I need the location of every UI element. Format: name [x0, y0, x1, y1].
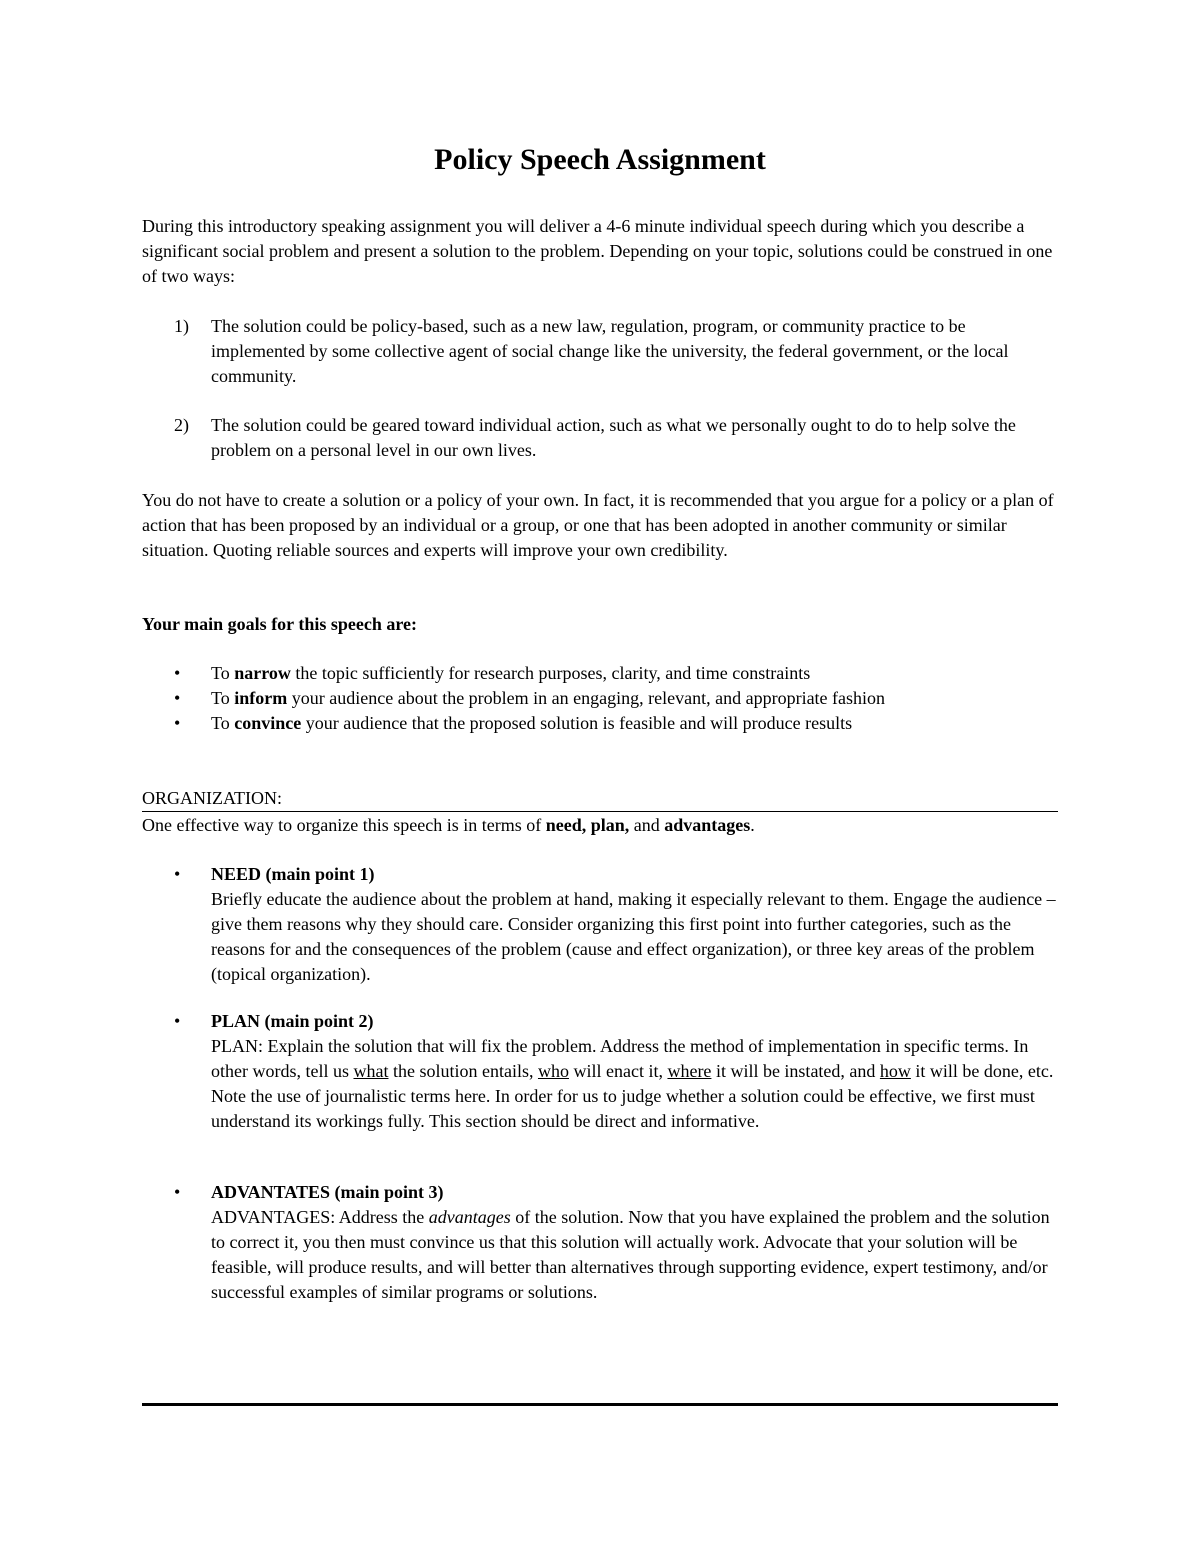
plan-underlined-term: what: [353, 1061, 389, 1081]
plan-text: PLAN: Explain the solution that will fix the problem. Address the method of implementation in specific terms. In other words, tell us: [211, 1036, 1029, 1081]
bullet-icon: •: [174, 1011, 181, 1031]
goal-text: To: [211, 688, 235, 708]
list-item: [142, 413, 1062, 463]
page-title: Policy Speech Assignment: [434, 143, 766, 176]
organization-keyword: advantages: [664, 815, 751, 835]
goal-text: your audience about the problem in an engaging, relevant, and appropriate fashion: [287, 688, 886, 708]
advantages-heading: ADVANTATES (main point 3): [211, 1182, 444, 1202]
need-section: [142, 862, 1062, 987]
goals-heading: Your main goals for this speech are:: [142, 614, 418, 634]
goal-keyword: narrow: [234, 663, 291, 683]
list-item: [142, 686, 1062, 711]
plan-underlined-term: how: [879, 1061, 911, 1081]
recommendation-paragraph: You do not have to create a solution or a policy of your own. In fact, it is recommended that you argue for a policy or a plan of action that has been proposed by an individual or a group, or one that has been adopted in another community or similar situation. Quoting reliable sources and experts will improve your own credibility.: [142, 490, 1054, 560]
goal-text: To: [211, 663, 235, 683]
goal-keyword: inform: [234, 688, 288, 708]
solution-ways-list-2: [142, 413, 1062, 463]
advantages-text: of the solution. Now that you have explained the problem and the solution to correct it, you then must convince us that this solution will actually work. Advocate that your solution will be feasible, will produce results, and will better than alternatives through supporting evidence, expert testimony, and/or successful examples of similar programs or solutions.: [211, 1207, 1050, 1302]
goal-text: the topic sufficiently for research purposes, clarity, and time constraints: [290, 663, 811, 683]
plan-text: it will be instated, and: [711, 1061, 880, 1081]
bullet-icon: •: [174, 663, 181, 683]
advantages-section: [142, 1180, 1062, 1305]
need-text: Briefly educate the audience about the problem at hand, making it especially relevant to them. Engage the audience – give them reasons why they should care. Consider organizing this first point into further categories, such as the reasons for and the consequences of the problem (cause and effect organization), or three key areas of the problem (topical organization).: [211, 889, 1056, 984]
organization-intro: [142, 813, 1062, 838]
section-divider: [142, 811, 1058, 812]
list-item-text: The solution could be geared toward individual action, such as what we personally ought to do to help solve the problem on a personal level in our own lives.: [211, 415, 1016, 460]
plan-heading: PLAN (main point 2): [211, 1011, 374, 1031]
organization-text: One effective way to organize this speech is in terms of: [142, 815, 546, 835]
advantages-text: ADVANTAGES: Address the: [211, 1207, 429, 1227]
organization-text: and: [629, 815, 665, 835]
advantages-section-body: [142, 1180, 1062, 1305]
list-number: 2): [174, 415, 189, 435]
organization-text: .: [750, 815, 755, 835]
solution-ways-list-1: [142, 314, 1062, 389]
organization-keyword: need, plan,: [545, 815, 630, 835]
advantages-italic-term: advantages: [428, 1207, 511, 1227]
need-section-body: [142, 862, 1062, 987]
plan-underlined-term: where: [667, 1061, 712, 1081]
plan-section: [142, 1009, 1062, 1134]
plan-text: will enact it,: [568, 1061, 668, 1081]
plan-section-body: [142, 1009, 1062, 1134]
intro-paragraph: During this introductory speaking assignment you will deliver a 4-6 minute individual speech during which you describe a significant social problem and present a solution to the problem. Depending on your topic, solutions could be construed in one of two ways:: [142, 216, 1053, 286]
list-number: 1): [174, 316, 189, 336]
bullet-icon: •: [174, 713, 181, 733]
bullet-icon: •: [174, 864, 181, 884]
list-item: [142, 661, 1062, 686]
organization-heading: ORGANIZATION:: [142, 788, 282, 808]
bullet-icon: •: [174, 1182, 181, 1202]
list-item-text: The solution could be policy-based, such as a new law, regulation, program, or community practice to be implemented by some collective agent of social change like the university, the federal government, or the local community.: [211, 316, 1009, 386]
goals-list: [142, 661, 1062, 736]
plan-text: it will be done, etc. Note the use of journalistic terms here. In order for us to judge whether a solution could be effective, we first must understand its workings fully. This section should be direct and informative.: [211, 1061, 1054, 1131]
plan-text: the solution entails,: [388, 1061, 538, 1081]
bullet-icon: •: [174, 688, 181, 708]
footer-divider: [142, 1403, 1058, 1406]
need-heading: NEED (main point 1): [211, 864, 375, 884]
goal-text: your audience that the proposed solution is feasible and will produce results: [301, 713, 853, 733]
list-item: [142, 314, 1062, 389]
goal-keyword: convince: [234, 713, 302, 733]
goal-text: To: [211, 713, 235, 733]
list-item: [142, 711, 1062, 736]
plan-underlined-term: who: [537, 1061, 569, 1081]
